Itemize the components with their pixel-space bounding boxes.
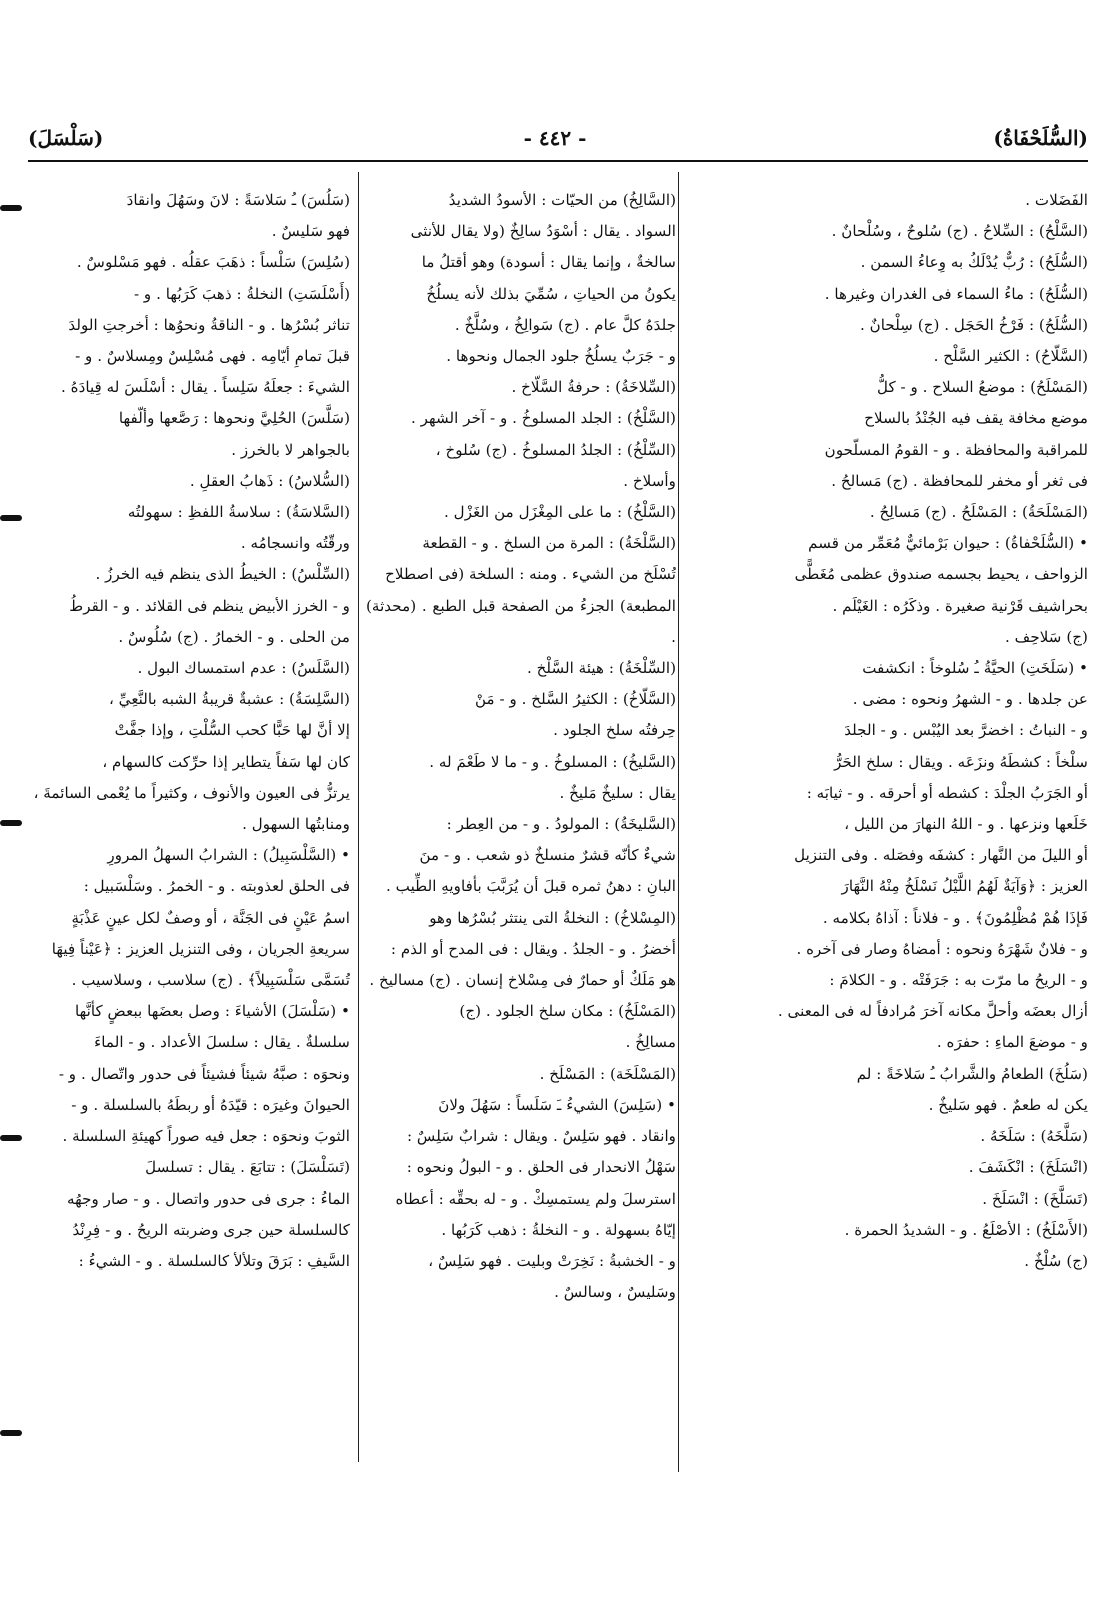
entry-line: ونحوَه : صبَّهُ شيئاً فشيئاً فى حدور واتّصال . و - [58,1064,350,1083]
entry-line: (السَّلْخُ) : ما على المِغْزَل من الغَزْل . [444,503,676,522]
entry-line: عن جلدها . و - الشهرُ ونحوه : مضى . [852,690,1088,709]
entry-line: (السَّلاسَةُ) : سلاسةُ اللفظِ : سهولتُه [127,503,350,522]
entry-line: إيّاهُ بسهولة . و - النخلةُ : ذهب كَرَبُها . [441,1220,676,1239]
entry-line: و - الخرز الأبيض ينظم فى القلائد . و - القرطُ [69,596,350,615]
entry-line: البانِ : دهنُ ثمره قبلَ أن يُرَبَّبَ بأفاويهِ الطِّيب . [386,877,676,896]
entry-line: (السُّلَحُ) : فَرْخُ الحَجَل . (ج) سِلْحانٌ . [859,315,1088,334]
entry-line: ورقّتُه وانسجامُه . [240,534,350,553]
entry-line: (سَلَّسَ) الحُلِيَّ ونحوها : رَصَّعها وألّفها [118,409,350,428]
entry-line: من الحلى . و - الخمارُ . (ج) سُلُوسٌ . [118,627,350,646]
entry-line: الفَضَلات . [1025,191,1088,209]
entry-line: أزال بعضَه وأحلَّ مكانه آخرَ مُرادفاً له فى المعنى . [777,1002,1088,1021]
entry-line: مسالِخُ . [625,1033,676,1052]
entry-line: (المَسْلَحَةُ) : المَسْلَحُ . (ج) مَسالِحُ . [869,503,1088,522]
entry-line: الشيءَ : جعلَهُ سَلِساً . يقال : أسْلَسَ له قِيادَهُ . [60,378,350,397]
entry-line: فَإذَا هُمْ مُظْلِمُونَ﴾ . و - فلاناً : آذاهُ بكلامه . [822,908,1088,927]
entry-line: و - الريحُ ما مرّت به : جَرَفَتْه . و - الكلامَ : [829,971,1088,990]
entry-line: قبلَ تمامِ أيّامِه . فهى مُسْلِسٌ ومِسلاسٌ . و - [75,347,350,366]
entry-line: وأسلاخ . [623,471,676,490]
entry-line: يكن له طعمٌ . فهو سَليخٌ . [928,1095,1088,1114]
entry-line: سريعةِ الجريان ، وفى التنزيل العزيز : ﴿عَيْناً فِيهَا [51,939,350,958]
entry-line: كالسلسلة حين جرى وضربته الريحُ . و - فِرِنْدُ [72,1220,350,1239]
entry-line: (المَسْلَحُ) : موضعُ السلاح . و - كلُّ [876,378,1088,397]
column-separator [358,172,359,1462]
entry-line: (ج) سُلْخٌ . [1024,1251,1088,1270]
entry-line: (السُّلَحُ) : ماءُ السماء فى الغدران وغيرها . [824,284,1088,303]
entry-line: (أَسْلَسَتِ) النخلةُ : ذهبَ كَرَبُها . و - [133,284,350,303]
entry-line: المطبعة) الجزءُ من الصفحة قبل الطبع . (محدثة) . [366,596,676,646]
entry-line: تُسْلَخ من الشيء . ومنه : السلخة (فى اصطلاح [385,565,676,584]
entry-line: كان لها سَفاً يتطاير إذا حرِّكت كالسهام ، [102,752,350,771]
margin-mark [0,820,22,826]
entry-line: (السِّلْخَةُ) : هيئة السَّلْخ . [526,659,676,678]
entry-line: (السَّلِسَةُ) : عشبةٌ قريبةُ الشبه بالنَّعِيِّ ، [108,690,350,709]
margin-mark [0,1430,22,1436]
entry-line: (سَلَّخَهُ) : سَلَخَهُ . [980,1127,1088,1146]
entry-line: يقال : سليخٌ مَليخٌ . [559,783,676,802]
entry-line: (السُّلاسُ) : ذَهابُ العقلِ . [189,471,350,490]
entry-line: (السَّلّاحُ) : الكثير السَّلْح . [933,347,1088,366]
entry-line: تناثر بُسْرُها . و - الناقةُ ونحوُها : أخرجتِ الولدَ [68,315,350,334]
page-number: - ٤٤٢ - [523,126,587,150]
entry-line: موضع مخافة يقف فيه الجُنْدُ بالسلاح [864,409,1088,428]
entry-line: • (السُّلَحْفاةُ) : حيوان بَرْمائيٌّ مُعَمِّر من قسم [808,534,1088,553]
entry-line: بحراشيف قَرْنية صغيرة . وذكَرُه : الغَيْلَم . [832,596,1088,615]
entry-line: بالجواهر لا بالخرز . [231,440,350,459]
entry-line: سالخةٌ ، وإنما يقال : أسودة) وهو أقتلُ ما [421,253,676,272]
entry-line: و - الخشبةُ : نَخِرَتْ وبليت . فهو سَلِسٌ ، [428,1251,676,1270]
header-left-word: (سَلْسَلَ) [28,126,104,150]
entry-line: الثوبَ ونحوَه : جعل فيه صوراً كهيئةِ السلسلة . [62,1127,350,1146]
entry-line: استرسلَ ولم يستمسِكْ . و - له بحقِّه : أعطاه [395,1189,676,1208]
column-separator [678,172,679,1472]
entry-line: • (سَلَخَتِ) الحيَّةُ ـُ سُلوخاً : انكشفت [862,659,1088,678]
entry-line: أخضرُ . و - الجلدُ . ويقال : فى المدح أو الذم : [390,939,676,958]
entry-line: أو الليلَ من النَّهار : كشفَه وفصَله . وفى التنزيل [794,846,1088,865]
entry-line: سلسلةٌ . يقال : سلسلَ الأعداد . و - الماءَ [94,1033,350,1052]
entry-line: و - فلانٌ شَهْرَهُ ونحوه : أمضاهُ وصار فى آخره . [796,939,1088,958]
entry-line: هو مَلَكٌ أو حمارٌ فى مِسْلاخ إنسان . (ج) مساليخ . [369,971,676,990]
entry-line: (السِّلاخَةُ) : حرفةُ السَّلّاخ . [511,378,676,397]
entry-line: (المَسْلَخُ) : مكان سلخ الجلود . (ج) [459,1002,676,1021]
entry-line: (ج) سَلاحِف . [1004,627,1088,646]
entry-line: إلا أنَّ لها حَبًّا كحب السُّلْتِ ، وإذا جفَّتْ [114,721,350,740]
header-rule [28,160,1088,162]
entry-line: فهو سَليسٌ . [271,222,350,241]
entry-line: فى الحلق لعذوبته . و - الخمرُ . وسَلْسَبيل : [83,877,350,896]
entry-line: (المِسْلاخُ) : النخلةُ التى ينتثر بُسْرُها وهو [429,908,676,927]
entry-line: (سُلِسَ) سَلْساً : ذهَبَ عقلُه . فهو مَسْلوسٌ . [76,253,350,272]
entry-line: أو الجَرَبُ الجلْدَ : كشطه أو أحرقه . و - ثيابَه : [806,783,1088,802]
entry-line: (الأَسْلَخُ) : الأصْلَعُ . و - الشديدُ الحمرة . [844,1220,1088,1239]
entry-line: حِرفتُه سلخ الجلود . [553,721,676,740]
entry-line: الزواحف ، يحيط بجسمه صندوق عظمى مُغَطًّى [794,565,1088,584]
entry-line: تُسَمَّى سَلْسَبِيلاً﴾ . (ج) سلاسب ، وسلاسيب . [71,971,350,990]
entry-line: و - موضعَ الماءِ : حفرَه . [936,1033,1088,1052]
entry-line: العزيز : ﴿وَآيَةٌ لَهُمُ اللَّيْلُ نَسْلَخُ مِنْهُ النَّهَارَ [841,877,1088,896]
entry-line: الماءُ : جرى فى حدور واتصال . و - صار وجهُه [66,1189,350,1208]
entry-line: (السَّلْخَةُ) : المرة من السلخ . و - القطعة [422,534,676,553]
entry-line: سَهْلُ الانحدار فى الحلق . و - البولُ ونحوه : [406,1158,676,1177]
entry-line: (السَّليخَةُ) : المولودُ . و - من العِطر : [446,815,676,834]
entry-line: خَلَعها ونزعها . و - اللهُ النهارَ من الليل ، [844,815,1088,834]
entry-line: الحيوانَ وغيرَه : قيّدَهُ أو ربطَهُ بالسلسلة . و - [71,1095,350,1114]
entry-line: للمراقبة والمحافظة . و - القومُ المسلّحون [824,440,1088,459]
entry-line: (السَّلْخُ) : الجلد المسلوخُ . و - آخر الشهر . [410,409,676,428]
entry-line: يرتزُّ فى العيون والأنوف ، وكثيراً ما يُعْمى السائمةَ ، [33,783,350,802]
column-middle [366,185,676,1475]
margin-mark [0,205,22,211]
entry-line: (السَّليخُ) : المسلوخُ . و - ما لا طَعْمَ له . [429,752,676,771]
entry-line: (السَّلَسُ) : عدم استمساك البول . [137,659,350,678]
entry-line: (انْسَلَخَ) : انْكَشَفَ . [968,1158,1088,1177]
entry-line: (سَلُخَ) الطعامُ والشَّرابُ ـُ سَلاخَةً : لم [856,1064,1088,1083]
entry-line: جلدَهُ كلَّ عام . (ج) سَوالِخُ ، وسُلَّخٌ . [454,315,676,334]
header-right-word: (السُّلَحْفَاةُ) [993,126,1088,150]
entry-line: (السَّالِخُ) من الحيّات : الأسودُ الشديدُ [448,191,676,209]
entry-line: (السِّلْخُ) : الجلدُ المسلوخُ . (ج) سُلوخ ، [435,440,676,459]
entry-line: السَّيفِ : بَرَقَ وتلألأ كالسلسلة . و - الشيءُ : [78,1251,350,1270]
entry-line: (سَلُسَ) ـُ سَلاسَةً : لانَ وسَهُلَ وانقادَ [126,191,350,209]
entry-line: (السُّلَحُ) : رُبٌّ يُدْلَكُ به وِعاءُ السمن . [860,253,1088,272]
entry-line: (السَّلّاخُ) : الكثيرُ السَّلخ . و - مَنْ [474,690,676,709]
entry-line: و - النباتُ : اخضرَّ بعد اليُبْس . و - الجلدَ [844,721,1088,740]
column-right [696,185,1088,1475]
entry-line: • (سَلْسَلَ) الأشياءَ : وصل بعضَها ببعضٍ كأنَّها [74,1002,350,1021]
entry-line: شيءٌ كأنّه قشرٌ منسلخٌ ذو شعب . و - منَ [419,846,676,865]
entry-line: يكونُ من الحياتِ ، سُمِّيَ بذلك لأنه يسلُخُ [426,284,676,303]
entry-line: (السَّلْحُ) : السِّلاحُ . (ج) سُلوحٌ ، وسُلْحانٌ . [831,222,1088,241]
column-left [30,185,350,1475]
entry-line: (المَسْلَخَة) : المَسْلَخ . [539,1064,676,1083]
margin-mark [0,515,22,521]
entry-line: و - جَرَبٌ يسلُخُ جلود الجمال ونحوها . [446,347,676,366]
entry-line: • (السَّلْسَبِيلُ) : الشرابُ السهلُ المرورِ [107,846,350,865]
entry-line: (السِّلْسُ) : الخيطُ الذى ينظم فيه الخرزُ . [95,565,350,584]
entry-line: • (سَلِسَ) الشيءُ ـَ سَلَساً : سَهُلَ ولانَ [438,1095,676,1114]
entry-line: ومنابتُها السهول . [242,815,350,834]
entry-line: سلْخاً : كشطَهُ ونزَعَه . ويقال : سلخ الحَرُّ [834,752,1088,771]
entry-line: (تَسَلْسَلَ) : تتابَعَ . يقال : تسلسلَ [145,1158,350,1177]
entry-line: السواد . يقال : أسْوَدُ سالِخٌ (ولا يقال للأنثى [410,222,676,241]
entry-line: وانقاد . فهو سَلِسٌ . ويقال : شرابٌ سَلِسٌ : [406,1127,676,1146]
entry-line: وسَليسٌ ، وسالسٌ . [554,1283,676,1302]
entry-line: اسمُ عَيْنٍ فى الجَنَّة ، أو وصفٌ لكل عينٍ عَذْبَةٍ [71,908,350,927]
margin-mark [0,1135,22,1141]
entry-line: فى ثغر أو مخفر للمحافظة . (ج) مَسالحُ . [831,471,1088,490]
entry-line: (تَسَلَّخَ) : انْسَلَخَ . [982,1189,1088,1208]
